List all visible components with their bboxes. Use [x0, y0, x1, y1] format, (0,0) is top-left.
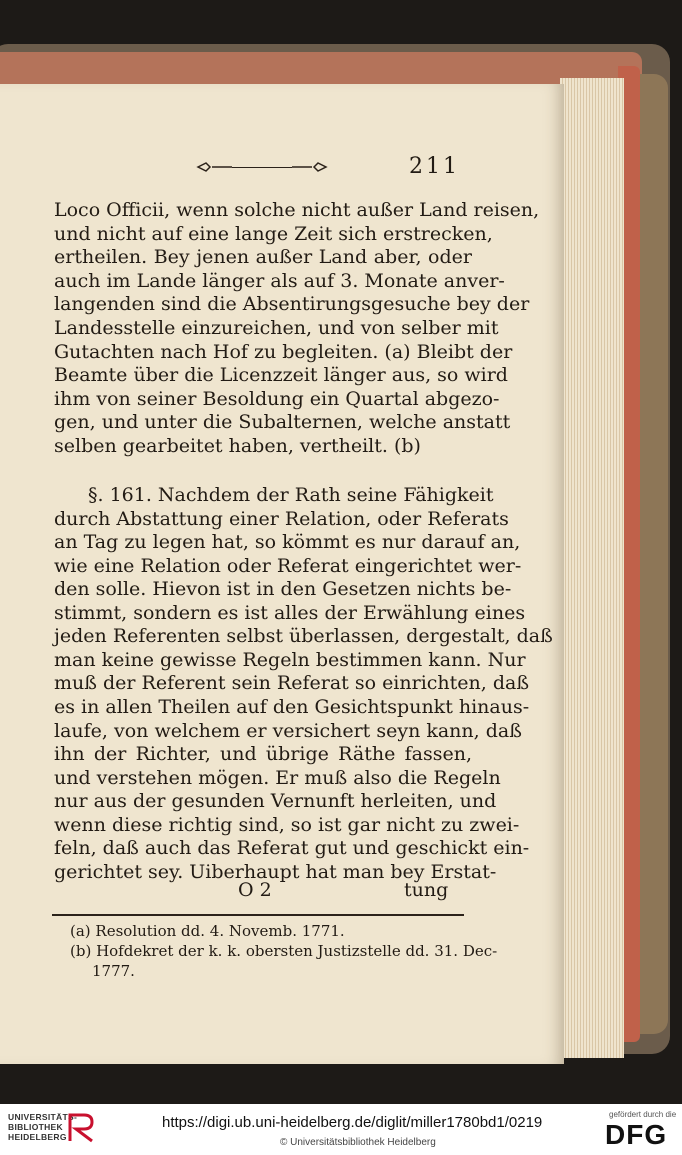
- page-edges: [560, 78, 624, 1058]
- text-line: man keine gewisse Regeln bestimmen kann. Nur: [54, 648, 526, 671]
- text-line: Gutachten nach Hof zu begleiten. (a) Bleibt der: [54, 340, 513, 363]
- footnote-a: (a) Resolution dd. 4. Novemb. 1771.: [70, 922, 345, 940]
- cover-top-edge: [0, 52, 642, 88]
- text-line: und nicht auf eine lange Zeit sich erstrecken,: [54, 222, 493, 245]
- library-logo-line: BIBLIOTHEK: [8, 1122, 63, 1132]
- text-line: an Tag zu legen hat, so kömmt es nur darauf an,: [54, 531, 521, 554]
- viewer-footer: [0, 1104, 682, 1155]
- text-line: jeden Referenten selbst überlassen, dergestalt, daß: [54, 625, 553, 648]
- library-logo-line: UNIVERSITÄTS-: [8, 1112, 78, 1122]
- text-line: feln, daß auch das Referat gut und geschickt ein-: [54, 837, 530, 860]
- library-emblem-icon: [66, 1111, 96, 1145]
- text-line: §. 161. Nachdem der Rath seine Fähigkeit: [88, 484, 494, 506]
- text-line: Beamte über die Licenzzeit länger aus, so wird: [54, 364, 508, 387]
- footnote-rule: [52, 914, 464, 916]
- permalink-url[interactable]: https://digi.ub.uni-heidelberg.de/diglit/miller1780bd1/0219: [162, 1114, 543, 1131]
- text-line: es in allen Theilen auf den Gesichtspunkt hinaus-: [54, 695, 530, 718]
- footnote-b-cont: 1777.: [92, 962, 135, 980]
- text-line: den solle. Hievon ist in den Gesetzen nichts be-: [54, 578, 512, 601]
- text-line: gerichtet sey. Uiberhaupt hat man bey Erstat-: [54, 860, 497, 883]
- text-line: stimmt, sondern es ist alles der Erwählung eines: [54, 601, 526, 624]
- text-line: ihm von seiner Besoldung ein Quartal abgezo-: [54, 387, 500, 410]
- text-line: selben gearbeitet haben, vertheilt. (b): [54, 435, 421, 457]
- text-line: ihn der Richter, und übrige Räthe fassen,: [54, 743, 472, 766]
- page-number: 211: [409, 154, 460, 179]
- header-ornament-left: [196, 161, 234, 173]
- header-rule: [232, 167, 292, 168]
- text-line: gen, und unter die Subalternen, welche anstatt: [54, 411, 511, 434]
- library-logo-line: HEIDELBERG: [8, 1132, 67, 1142]
- signature-mark: O 2: [238, 879, 272, 901]
- catchword: tung: [404, 879, 449, 901]
- footnote-b: (b) Hofdekret der k. k. obersten Justizstelle dd. 31. Dec-: [70, 942, 498, 960]
- text-line: nur aus der gesunden Vernunft herleiten, und: [54, 790, 497, 813]
- text-line: langenden sind die Absentirungsgesuche bey der: [54, 293, 530, 316]
- text-line: wenn diese richtig sind, so ist gar nicht zu zwei-: [54, 813, 520, 836]
- text-line: Landesstelle einzureichen, und von selber mit: [54, 317, 499, 339]
- copyright-note: © Universitätsbibliothek Heidelberg: [280, 1137, 436, 1148]
- header-ornament-right: [290, 161, 328, 173]
- text-line: muß der Referent sein Referat so einrichten, daß: [54, 672, 530, 695]
- text-line: laufe, von welchem er versichert seyn kann, daß: [54, 719, 522, 742]
- dfg-logo[interactable]: DFG: [605, 1119, 668, 1150]
- text-line: durch Abstattung einer Relation, oder Referats: [54, 507, 509, 530]
- text-line: wie eine Relation oder Referat eingerichtet wer-: [54, 554, 522, 577]
- text-line: und verstehen mögen. Er muß also die Regeln: [54, 766, 501, 789]
- sponsor-note: gefördert durch die: [609, 1110, 677, 1119]
- text-line: Loco Officii, wenn solche nicht außer Land reisen,: [54, 199, 540, 221]
- text-line: auch im Lande länger als auf 3. Monate anver-: [54, 269, 505, 292]
- text-line: ertheilen. Bey jenen außer Land aber, oder: [54, 246, 472, 269]
